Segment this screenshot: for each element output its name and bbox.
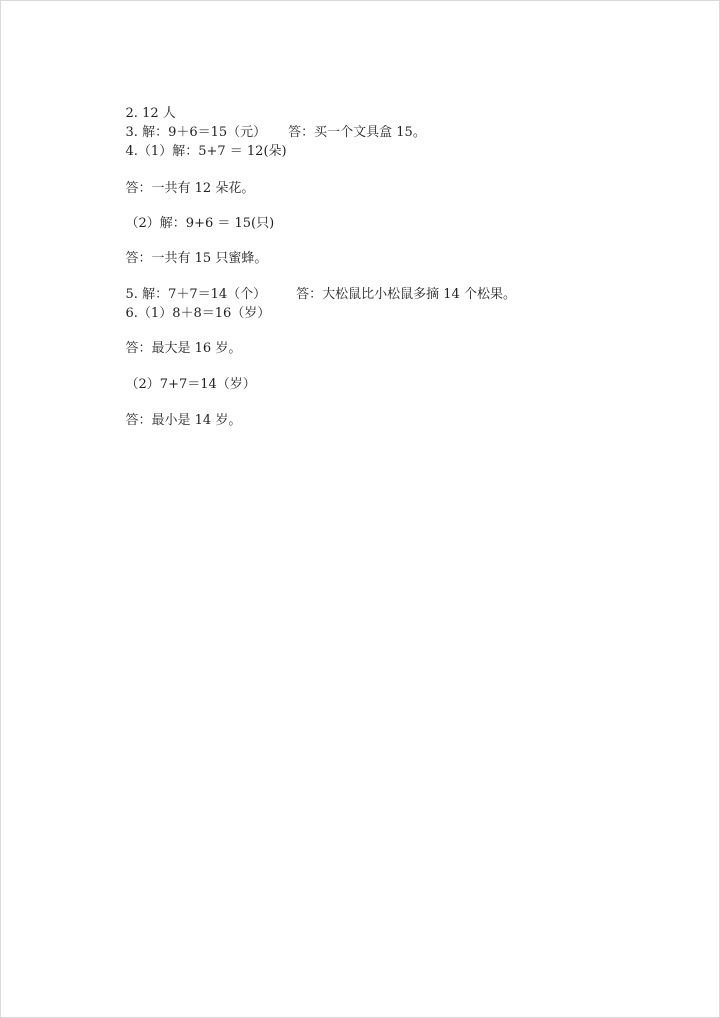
answer-4-2-solution: （2）解：9+6 ＝ 15(只)	[125, 216, 275, 231]
answer-line-6-2-conclusion	[109, 397, 241, 445]
answer-6-2-solution: （2）7+7＝14（岁）	[125, 377, 256, 392]
answer-5-conclusion: 答：大松鼠比小松鼠多摘 14 个松果。	[296, 287, 516, 302]
answer-5-solution: 5. 解：7＋7＝14（个）	[125, 287, 267, 302]
answer-6-2-conclusion: 答：最小是 14 岁。	[125, 413, 242, 428]
answer-4-2-conclusion: 答：一共有 15 只蜜蜂。	[125, 251, 268, 266]
answer-4-1-conclusion: 答：一共有 12 朵花。	[125, 181, 255, 196]
answer-4-1-solution: 4.（1）解：5+7 ＝ 12(朵)	[125, 144, 287, 159]
answer-2-text: 2. 12 人	[125, 106, 176, 121]
answer-3-conclusion: 答：买一个文具盒 15。	[288, 125, 426, 140]
answer-6-1-solution: 6.（1）8＋8＝16（岁）	[125, 306, 271, 321]
answer-6-1-conclusion: 答：最大是 16 岁。	[125, 341, 242, 356]
answer-3-solution: 3. 解：9＋6＝15（元）	[125, 125, 267, 140]
